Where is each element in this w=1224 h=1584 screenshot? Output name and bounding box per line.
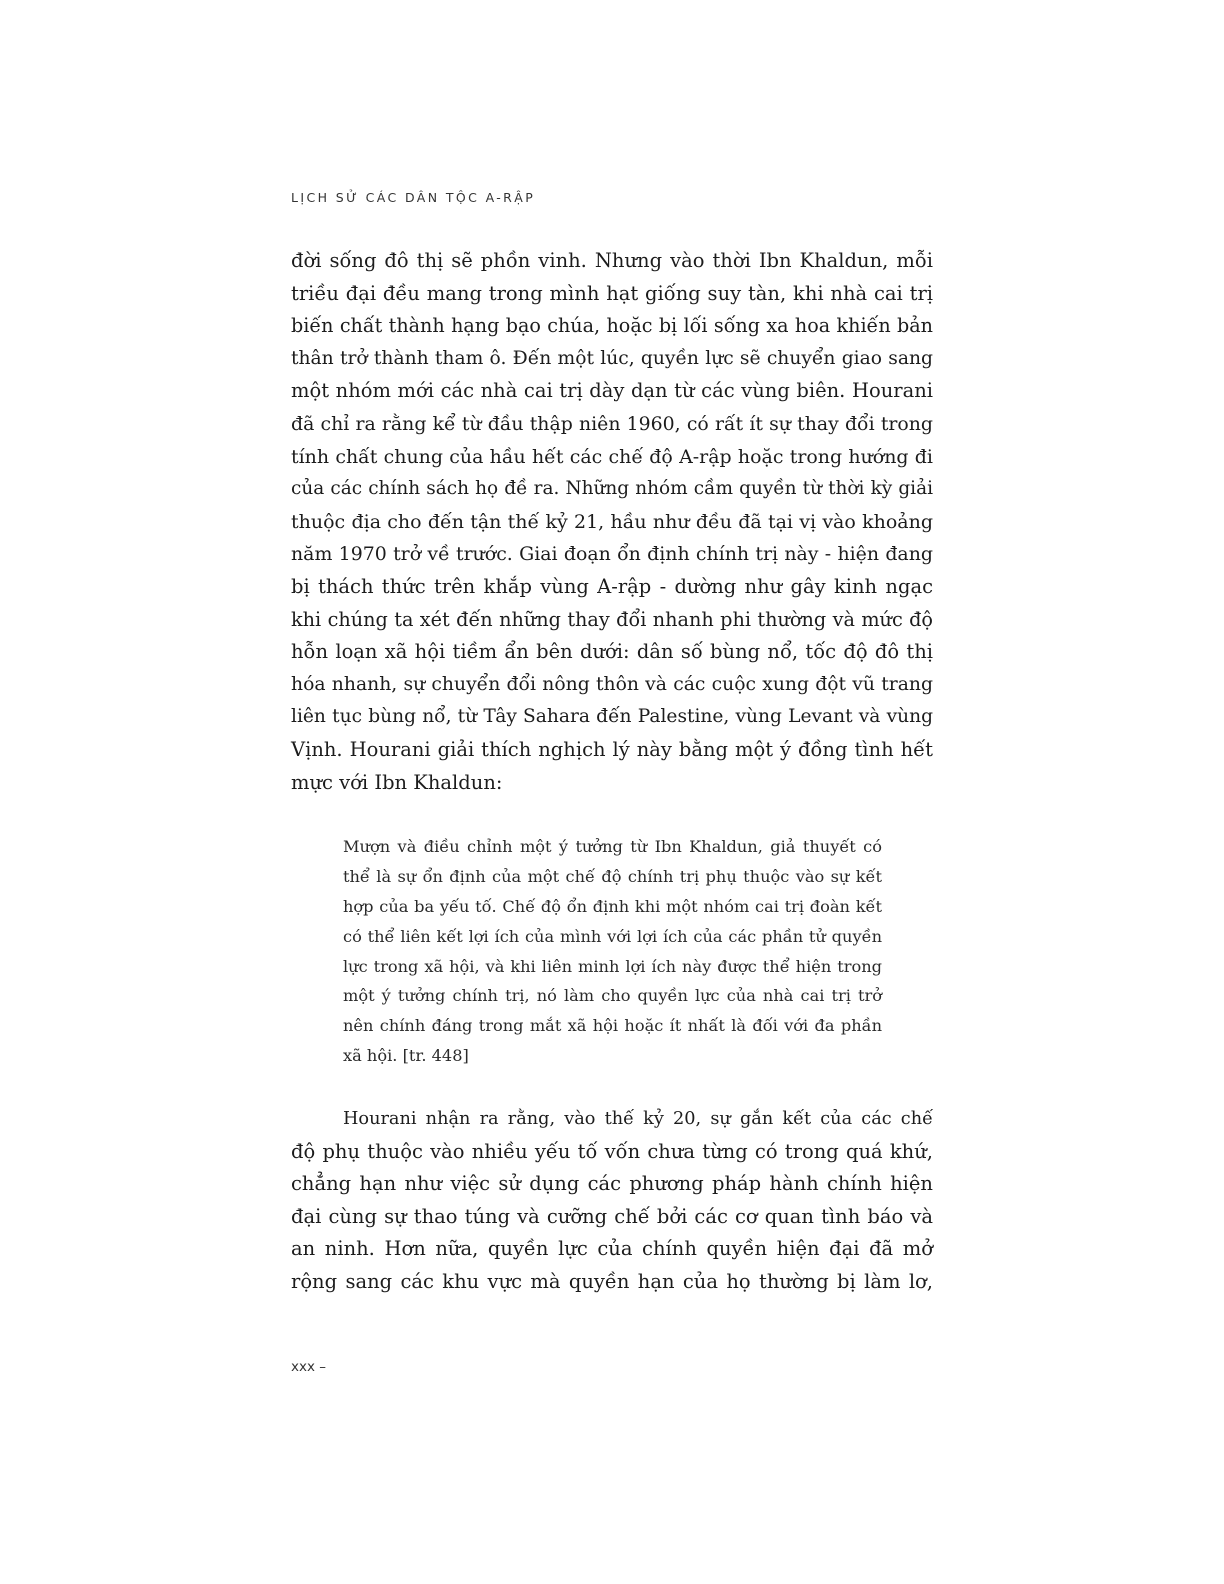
- text-line: liên tục bùng nổ, từ Tây Sahara đến Palestine, vùng Levant và vùng: [291, 706, 933, 728]
- text-line: rộng sang các khu vực mà quyền hạn của họ thường bị làm lơ,: [291, 1269, 933, 1293]
- quote-line: có thể liên kết lợi ích của mình với lợi ích của các phần tử quyền: [343, 926, 882, 946]
- running-head: LỊCH SỬ CÁC DÂN TỘC A-RẬP: [291, 190, 536, 205]
- text-line: an ninh. Hơn nữa, quyền lực của chính quyền hiện đại đã mở: [291, 1237, 933, 1261]
- text-line: đại cùng sự thao túng và cưỡng chế bởi các cơ quan tình báo và: [291, 1204, 933, 1228]
- page-number: xxx –: [291, 1359, 327, 1375]
- text-line: đã chỉ ra rằng kể từ đầu thập niên 1960, có rất ít sự thay đổi trong: [291, 412, 933, 435]
- text-line: độ phụ thuộc vào nhiều yếu tố vốn chưa từng có trong quá khứ,: [291, 1139, 933, 1163]
- text-line: hỗn loạn xã hội tiềm ẩn bên dưới: dân số bùng nổ, tốc độ đô thị: [291, 640, 933, 664]
- text-line: thân trở thành tham ô. Đến một lúc, quyền lực sẽ chuyển giao sang: [291, 347, 933, 369]
- quote-line: Mượn và điều chỉnh một ý tưởng từ Ibn Khaldun, giả thuyết có: [343, 837, 882, 856]
- text-line: tính chất chung của hầu hết các chế độ A-rập hoặc trong hướng đi: [291, 445, 933, 468]
- quote-line: xã hội. [tr. 448]: [343, 1046, 469, 1066]
- paragraph-1: [291, 245, 933, 799]
- quote-line: thể là sự ổn định của một chế độ chính trị phụ thuộc vào sự kết: [343, 866, 882, 886]
- text-line: năm 1970 trở về trước. Giai đoạn ổn định chính trị này - hiện đang: [291, 543, 933, 566]
- text-line: Hourani nhận ra rằng, vào thế kỷ 20, sự gắn kết của các chế: [343, 1109, 933, 1129]
- text-line: của các chính sách họ đề ra. Những nhóm cầm quyền từ thời kỳ giải: [291, 478, 933, 500]
- text-line: triều đại đều mang trong mình hạt giống suy tàn, khi nhà cai trị: [291, 281, 933, 305]
- block-quote: [343, 832, 882, 1071]
- text-line: hóa nhanh, sự chuyển đổi nông thôn và các cuộc xung đột vũ trang: [291, 673, 933, 695]
- text-line: mực với Ibn Khaldun:: [291, 770, 503, 794]
- text-line: thuộc địa cho đến tận thế kỷ 21, hầu như đều đã tại vị vào khoảng: [291, 510, 933, 533]
- text-line: đời sống đô thị sẽ phồn vinh. Nhưng vào thời Ibn Khaldun, mỗi: [291, 249, 933, 272]
- paragraph-2: [291, 1103, 933, 1299]
- quote-line: lực trong xã hội, và khi liên minh lợi ích này được thể hiện trong: [343, 956, 882, 976]
- text-line: Vịnh. Hourani giải thích nghịch lý này bằng một ý đồng tình hết: [291, 737, 933, 761]
- text-line: chẳng hạn như việc sử dụng các phương pháp hành chính hiện: [291, 1172, 933, 1196]
- text-line: bị thách thức trên khắp vùng A-rập - dường như gây kinh ngạc: [291, 574, 933, 598]
- quote-line: hợp của ba yếu tố. Chế độ ổn định khi một nhóm cai trị đoàn kết: [343, 896, 882, 916]
- text-line: khi chúng ta xét đến những thay đổi nhanh phi thường và mức độ: [291, 607, 933, 631]
- text-line: biến chất thành hạng bạo chúa, hoặc bị lối sống xa hoa khiến bản: [291, 314, 933, 338]
- quote-line: một ý tưởng chính trị, nó làm cho quyền lực của nhà cai trị trở: [343, 986, 882, 1006]
- quote-line: nên chính đáng trong mắt xã hội hoặc ít nhất là đối với đa phần: [343, 1016, 882, 1036]
- text-line: một nhóm mới các nhà cai trị dày dạn từ các vùng biên. Hourani: [291, 379, 933, 403]
